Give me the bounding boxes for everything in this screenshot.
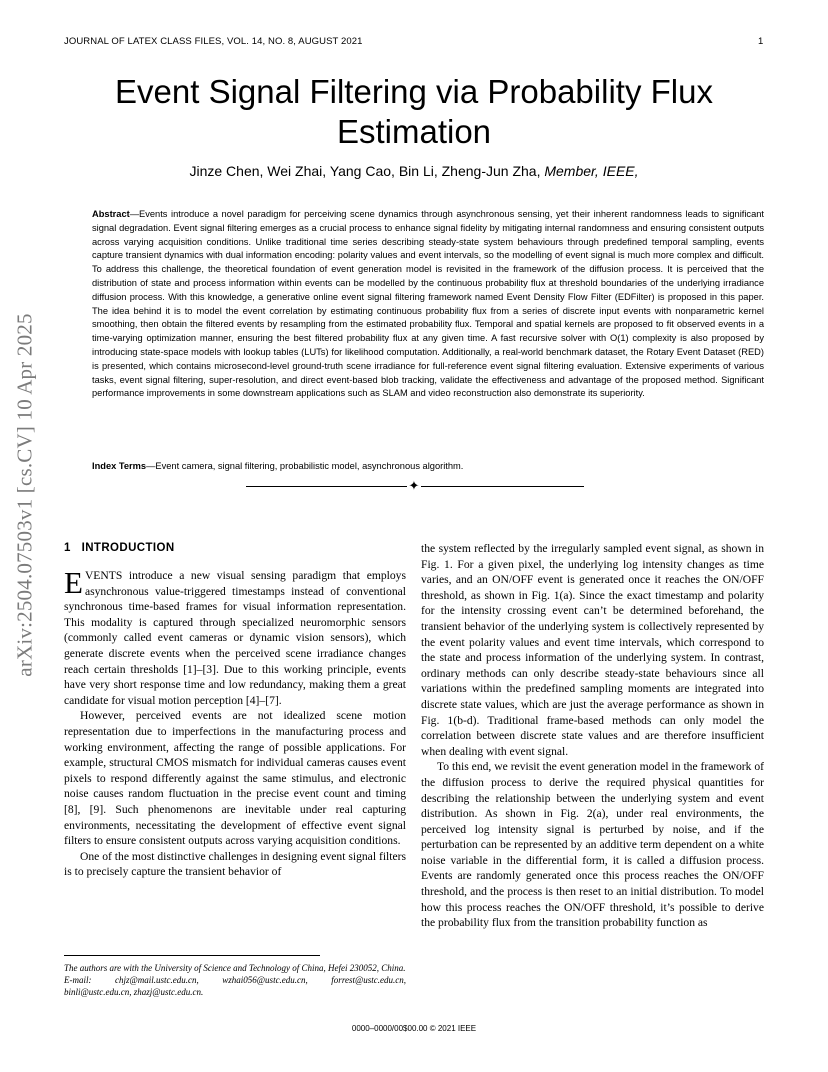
arxiv-id: arXiv:2504.07503v1 [cs.CV] 10 Apr 2025 (12, 313, 37, 677)
copyright-footer: 0000–0000/00$00.00 © 2021 IEEE (351, 1024, 477, 1033)
paper-title: Event Signal Filtering via Probability Flux Estimation (115, 73, 713, 150)
index-terms-label: Index Terms (92, 461, 147, 471)
index-terms-text: —Event camera, signal filtering, probabilistic model, asynchronous algorithm. (146, 461, 464, 471)
abstract-text: —Events introduce a novel paradigm for perceiving scene dynamics through asynchronous sensing, yet their inherent randomness leads to significant signal degradation. Event signal filtering emerges as a crucial process to enhance signal fidelity by mitigating internal randomness and ensuring consistent outputs across varying acquisition conditions. Unlike traditional time series describing steady-state system behaviours through predefined temporal sampling, events capture transient dynamics with dual information encoding: polarity values and event intervals, so the modelling of event signal is much more complex and difficult. To address this challenge, the theoretical foundation of event generation model is revisited in the framework of the diffusion process. It is perceived that the distribution of state and process information within events can be modelled by the continuous probability flux at threshold boundaries of the underlying irradiance diffusion process. With this knowledge, a generative online event signal filtering framework named Event Density Flow Filter (EDFilter) is proposed in this paper. The idea behind it is to model the event correlation by estimating continuous probability flux from a series of discrete input events with nonparametric kernel smoothing, then obtain the filtered events by resampling from the estimated probability flux. Temporal and spatial kernels are proposed to fit observed events in a time-varying optimization manner, ensuring the best filtered probability flux at any given time. A fast recursive solver with O(1) complexity is also proposed by introducing state-space models with lookup tables (LUTs) for likelihood computation. Additionally, a real-world benchmark dataset, the Rotary Event Dataset (RED) is presented, which contains microsecond-level ground-truth scene irradiance for full-reference event signal filtering evaluation. Extensive experiments of various tasks, event signal filtering, super-resolution, and direct event-based blob tracking, validate the effectiveness and advantage of the proposed method. Significant performance improvements in some downstream applications such as SLAM and video reconstruction also demonstrate its superiority. (92, 209, 764, 399)
arxiv-watermark (8, 290, 42, 700)
paragraph: One of the most distinctive challenges in designing event signal filters is to precisely capture the transient behavior of (64, 849, 406, 879)
paragraph: However, perceived events are not idealized scene motion representation due to imperfections in the manufacturing process and working environment, affecting the range of possible applications. For example, structural CMOS mismatch for individual cameras causes event pixels to respond differently against the same stimulus, and electronic noise causes random fluctuation in the precise event count and timing [8], [9]. Such phenomenons are inevitable under real capturing environments, necessitating the development of effective event signal filters to ensure consistent outputs across varying acquisition conditions. (64, 709, 406, 848)
section-heading (64, 542, 175, 554)
footnote (64, 962, 406, 998)
abstract-label: Abstract (92, 209, 130, 219)
right-column (421, 541, 764, 931)
section-number: 1 (64, 542, 71, 554)
paragraph: the system reflected by the irregularly sampled event signal, as shown in Fig. 1. For a given pixel, the underlying log intensity changes as time varies, and an ON/OFF event is generated once it reaches the ON/OFF threshold, as shown in Fig. 1(a). Since the exact timestamp and polarity for the intensity crossing event can’t be determined beforehand, the transient behavior of the underlying system is collectively represented by the event polarity values and event time intervals, which correspond to the state and process information of the underlying system. In contrast, ordinary methods can only describe steady-state behaviours since all variations within the predefined sampling moments are integrated into discrete state values, which are just the average performance as shown in Fig. 1(b-d). Traditional frame-based methods can only model the correlation between discrete state values and are therefore insufficient when dealing with event signal. (421, 542, 764, 758)
paragraph: To this end, we revisit the event generation model in the framework of the diffusion process to derive the required physical quantities for describing the relationship between the underlying system and event distribution. As shown in Fig. 2(a), under real environments, the perceived log intensity signal is perturbed by noise, and if the perturbation can be represented by an additive term dependent on a white noise variable in the differential form, it is called a diffusion process. Events are randomly generated once this process reaches the ON/OFF threshold, and the process is then reset to an initial distribution. To model how this process reaches the ON/OFF threshold, it’s possible to derive the probability flux from the transition probability function as (421, 760, 764, 930)
paragraph-text: introduce a new visual sensing paradigm that employs asynchronous value-triggered timestamps instead of conventional synchronous time-based frames for visual information representation. This modality is captured through specialized neuromorphic sensors (commonly called event cameras or dynamic vision sensors), which generate discrete events when the perceived scene irradiance changes reach certain thresholds [1]–[3]. Due to this working principle, events have very short response time and low redundancy, making them a great candidate for visual motion perception [4]–[7]. (64, 569, 406, 707)
footnote-emails: E-mail: chjz@mail.ustc.edu.cn, wzhai056@ustc.edu.cn, forrest@ustc.edu.cn, binli@ustc.edu.cn, zhazj@ustc.edu.cn. (64, 975, 406, 997)
small-caps-lead: VENTS (84, 569, 123, 582)
footnote-affiliation: The authors are with the University of Science and Technology of China, Hefei 230052, China. (64, 963, 406, 973)
footnote-rule (64, 955, 320, 956)
abstract (92, 208, 764, 401)
author-membership: Member, IEEE, (544, 163, 639, 179)
page-number: 1 (758, 36, 764, 47)
author-list (64, 163, 764, 179)
section-title: INTRODUCTION (81, 542, 175, 554)
index-terms (92, 461, 764, 471)
author-names: Jinze Chen, Wei Zhai, Yang Cao, Bin Li, Zheng-Jun Zha, (189, 163, 541, 179)
left-column (64, 565, 406, 880)
running-header: JOURNAL OF LATEX CLASS FILES, VOL. 14, NO. 8, AUGUST 2021 (64, 36, 363, 47)
divider-ornament-icon: ✦ (408, 478, 420, 493)
paragraph (64, 565, 406, 708)
drop-cap: E (64, 565, 83, 600)
